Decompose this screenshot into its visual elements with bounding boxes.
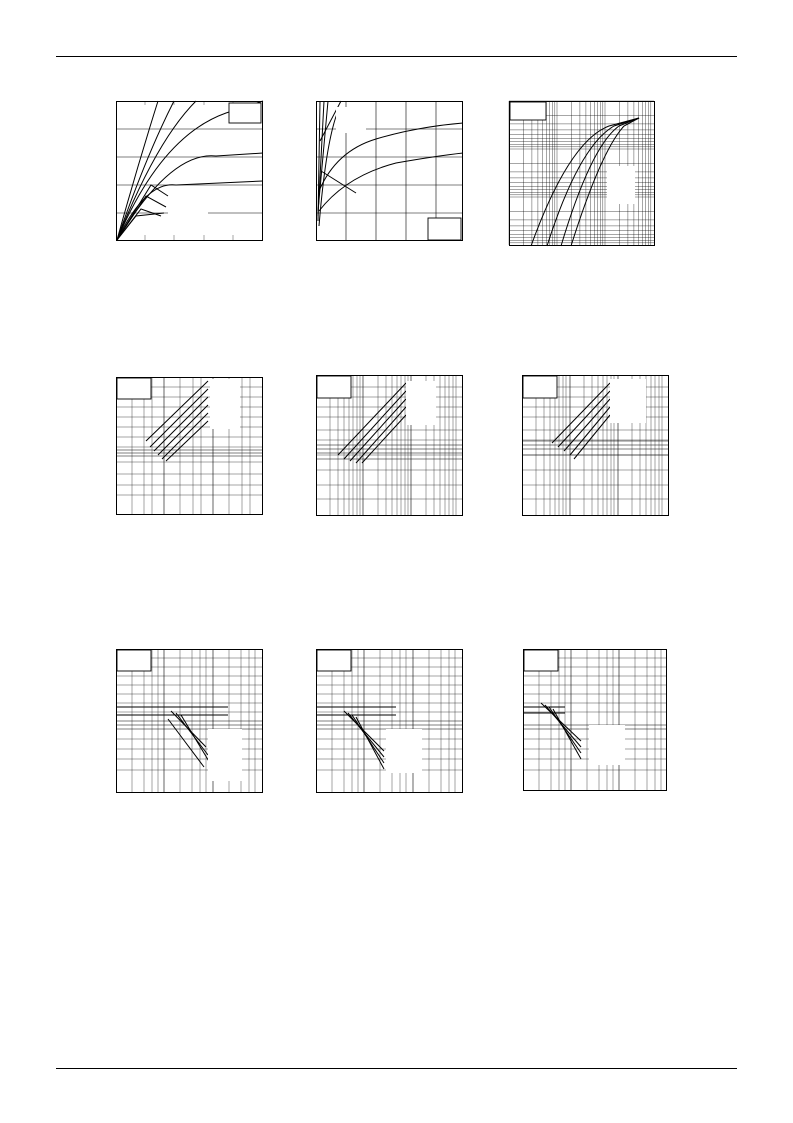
figure-7-graph bbox=[116, 649, 264, 794]
figure-1-graph bbox=[116, 101, 264, 242]
footer-rule bbox=[56, 1068, 737, 1069]
header-rule bbox=[56, 56, 737, 57]
figure-8-graph bbox=[316, 649, 464, 794]
figure-6-graph bbox=[522, 375, 670, 517]
figure-4-graph bbox=[116, 377, 264, 516]
figure-3-graph bbox=[509, 101, 656, 247]
figure-2-graph bbox=[316, 101, 464, 242]
figure-5-graph bbox=[316, 375, 464, 517]
figure-9-graph bbox=[523, 649, 668, 792]
